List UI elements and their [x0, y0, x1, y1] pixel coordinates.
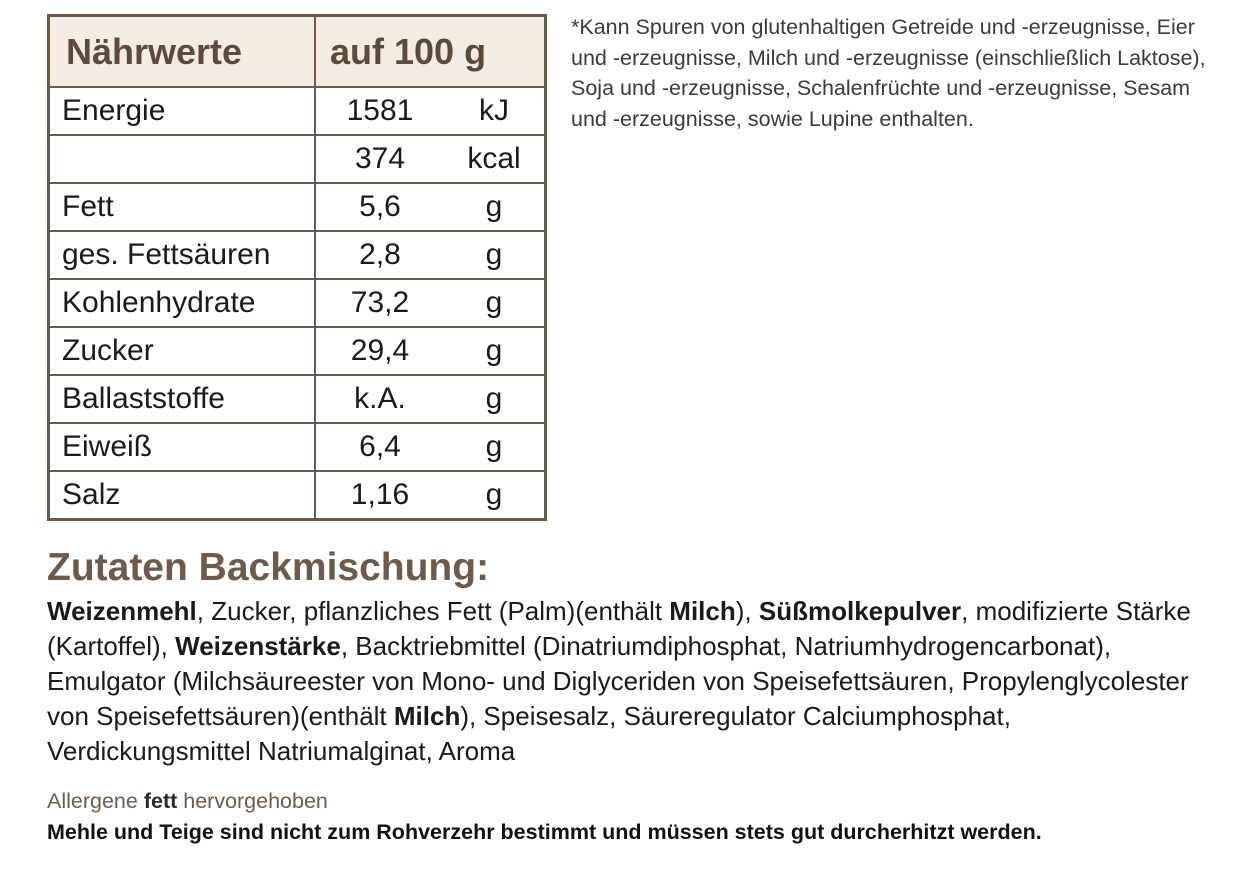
ingredient-text: , modifizierte Stärke (Kartoffel),	[47, 596, 1191, 661]
nutrient-value: 29,4	[350, 334, 410, 367]
nutrient-label: Energie	[49, 87, 316, 135]
nutrition-row	[49, 87, 546, 135]
ingredient-text: ),	[735, 596, 759, 626]
nutrient-value: 73,2	[350, 286, 410, 319]
allergen-hint-before: Allergene	[47, 789, 144, 813]
nutrient-amount-cell	[315, 87, 546, 135]
allergen-ingredient: Weizenstärke	[175, 631, 341, 661]
nutrition-row	[49, 135, 546, 183]
allergen-hint	[47, 789, 328, 814]
nutrient-label: Eiweiß	[49, 423, 316, 471]
nutrition-table	[47, 14, 547, 521]
nutrient-unit: g	[485, 286, 503, 319]
nutrient-unit: kcal	[467, 142, 521, 175]
nutrient-amount-cell	[315, 423, 546, 471]
nutrient-value: k.A.	[354, 382, 406, 415]
allergen-ingredient: Milch	[393, 701, 461, 731]
allergen-ingredient: Weizenmehl	[47, 596, 197, 626]
ingredient-text: , Zucker, pflanzliches Fett (Palm)(enthält	[196, 596, 670, 626]
nutrition-row	[49, 471, 546, 520]
nutrient-unit: g	[485, 334, 503, 367]
nutrient-amount-cell	[315, 183, 546, 231]
nutrition-row	[49, 423, 546, 471]
allergen-ingredient: Süßmolkepulver	[758, 596, 962, 626]
nutrition-header-row	[49, 16, 546, 88]
ingredient-text: , Backtriebmittel (Dinatriumdiphosphat, Natriumhydrogencarbonat), Emulgator (Milchsäureester von Mono- und Diglyceriden von Speisefettsäuren, Propylenglycolester von Speisefettsäuren)(enthält	[47, 631, 1189, 731]
nutrient-value: 1,16	[350, 478, 410, 511]
nutrient-amount-cell	[315, 135, 546, 183]
ingredients-title: Zutaten Backmischung:	[47, 546, 490, 589]
nutrient-amount-cell	[315, 327, 546, 375]
nutrition-header-value: auf 100 g	[315, 16, 546, 88]
nutrient-unit: g	[485, 382, 503, 415]
nutrient-label: Fett	[49, 183, 316, 231]
allergen-hint-after: hervorgehoben	[177, 789, 328, 813]
nutrient-label: Kohlenhydrate	[49, 279, 316, 327]
nutrient-value: 1581	[346, 94, 414, 127]
nutrient-unit: g	[485, 478, 503, 511]
nutrition-row	[49, 327, 546, 375]
ingredient-text: ), Speisesalz, Säureregulator Calciumphosphat, Verdickungsmittel Natriumalginat, Aroma	[47, 701, 1011, 766]
nutrient-amount-cell	[315, 375, 546, 423]
nutrient-value: 374	[354, 142, 406, 175]
nutrient-label: Zucker	[49, 327, 316, 375]
allergy-trace-note: *Kann Spuren von glutenhaltigen Getreide und -erzeugnisse, Eier und -erzeugnisse, Milch und -erzeugnisse (einschließlich Laktose), Soja und -erzeugnisse, Schalenfrüchte und -erzeugnisse, Sesam und -erzeugnisse, sowie Lupine enthalten.	[571, 15, 1206, 131]
nutrient-label: Ballaststoffe	[49, 375, 316, 423]
nutrient-label	[49, 135, 316, 183]
nutrient-value: 6,4	[359, 430, 401, 463]
allergen-ingredient: Milch	[669, 596, 736, 626]
nutrient-amount-cell	[315, 231, 546, 279]
nutrition-row	[49, 375, 546, 423]
nutrient-amount-cell	[315, 279, 546, 327]
nutrient-amount-cell	[315, 471, 546, 520]
nutrient-label: Salz	[49, 471, 316, 520]
nutrient-value: 2,8	[359, 238, 401, 271]
nutrition-row	[49, 183, 546, 231]
nutrient-unit: g	[485, 190, 503, 223]
nutrient-unit: kJ	[479, 94, 509, 127]
ingredients-text	[47, 594, 1217, 769]
allergen-hint-bold: fett	[143, 789, 178, 813]
raw-dough-warning: Mehle und Teige sind nicht zum Rohverzehr bestimmt und müssen stets gut durcherhitzt werden.	[47, 820, 1042, 844]
nutrient-unit: g	[485, 430, 503, 463]
nutrition-row	[49, 279, 546, 327]
nutrition-row	[49, 231, 546, 279]
nutrient-value: 5,6	[359, 190, 401, 223]
nutrient-unit: g	[485, 238, 503, 271]
nutrition-header-label: Nährwerte	[49, 16, 316, 88]
nutrient-label: ges. Fettsäuren	[49, 231, 316, 279]
